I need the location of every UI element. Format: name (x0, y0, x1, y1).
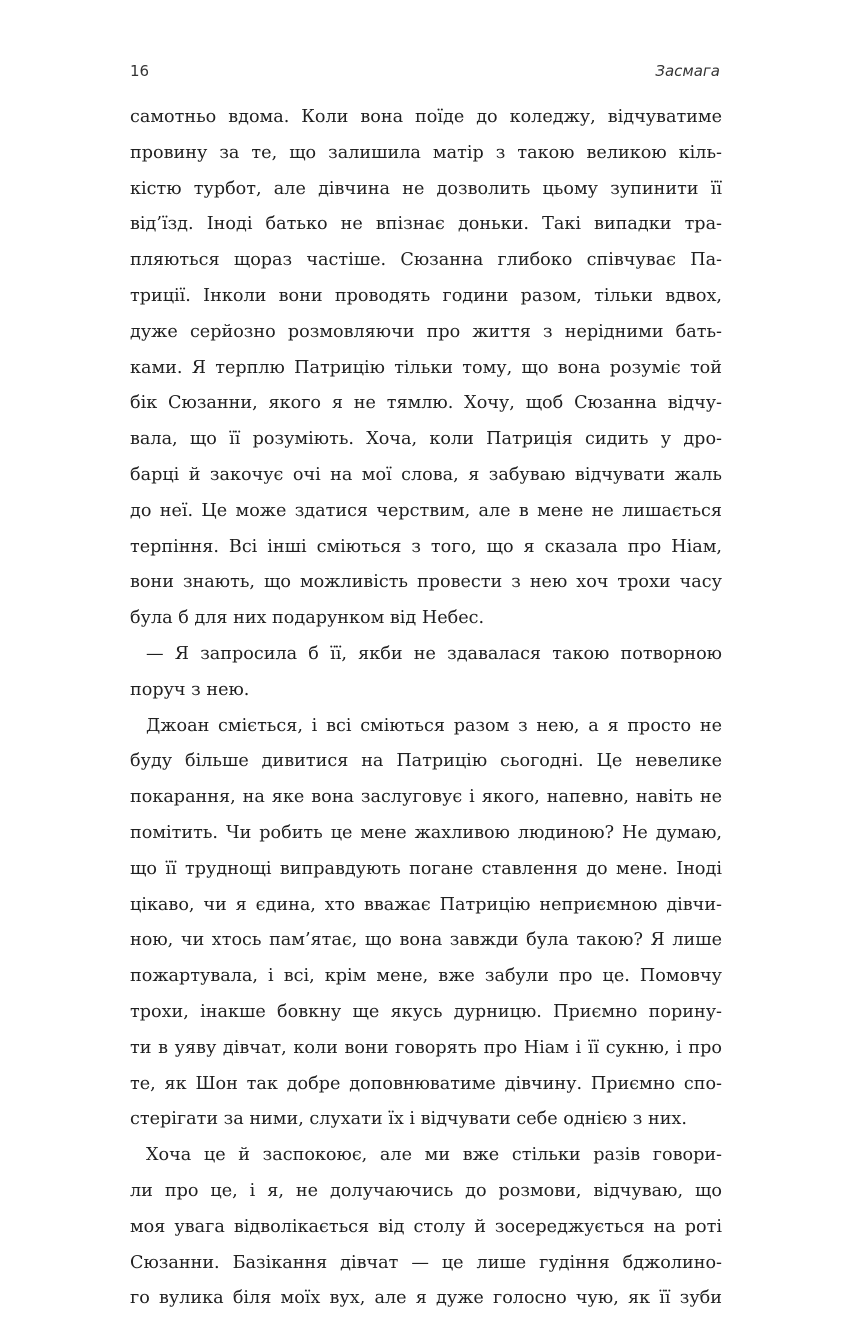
page-header (130, 60, 720, 86)
text-line: вони знають, що можливість провести з нею хоч трохи часу (130, 572, 722, 593)
text-line: цікаво, чи я єдина, хто вважає Патрицію неприємною дівчи- (130, 894, 722, 915)
text-line: покарання, на яке вона заслуговує і якого, напевно, навіть не (130, 787, 722, 808)
text-line: до неї. Це може здатися черствим, але в мене не лишається (130, 500, 722, 521)
text-line: Хоча це й заспокоює, але ми вже стільки разів говори- (146, 1145, 722, 1166)
text-line: ли про це, і я, не долучаючись до розмови, відчуваю, що (130, 1180, 722, 1201)
text-line: бік Сюзанни, якого я не тямлю. Хочу, щоб Сюзанна відчу- (130, 393, 722, 414)
text-line: ною, чи хтось пам’ятає, що вона завжди була такою? Я лише (130, 930, 722, 951)
text-line: провину за те, що залишила матір з такою великою кіль- (130, 142, 722, 163)
text-line: моя увага відволікається від столу й зосереджується на роті (130, 1216, 722, 1237)
text-line: — Я запросила б її, якби не здавалася такою потворною (146, 643, 722, 664)
text-line: пляються щораз частіше. Сюзанна глибоко співчуває Па- (130, 250, 722, 271)
page-number: 16 (130, 62, 150, 80)
text-line: го вулика біля моїх вух, але я дуже голосно чую, як її зуби (130, 1288, 722, 1309)
text-line: пожартувала, і всі, крім мене, вже забули про це. Помовчу (130, 966, 722, 987)
text-line: стерігати за ними, слухати їх і відчувати себе однією з них. (130, 1109, 687, 1130)
text-line: триції. Інколи вони проводять години разом, тільки вдвох, (130, 285, 722, 306)
text-line: помітить. Чи робить це мене жахливою людиною? Не думаю, (130, 822, 722, 843)
text-line: ками. Я терплю Патрицію тільки тому, що вона розуміє той (130, 357, 722, 378)
text-line: поруч з нею. (130, 679, 250, 700)
text-line: терпіння. Всі інші сміються з того, що я сказала про Ніам, (130, 536, 722, 557)
text-line: барці й закочує очі на мої слова, я забуваю відчувати жаль (130, 464, 722, 485)
text-line: від’їзд. Іноді батько не впізнає доньки. Такі випадки тра- (130, 214, 722, 235)
body-text (130, 100, 722, 1317)
text-line: те, як Шон так добре доповнюватиме дівчину. Приємно спо- (130, 1073, 722, 1094)
text-line: Джоан сміється, і всі сміються разом з нею, а я просто не (146, 715, 722, 736)
text-line: трохи, інакше бовкну ще якусь дурницю. Приємно порину- (130, 1001, 722, 1022)
text-line: ти в уяву дівчат, коли вони говорять про Ніам і її сукню, і про (130, 1037, 722, 1058)
running-title: Засмага (655, 62, 720, 80)
text-line: самотньо вдома. Коли вона поїде до коледжу, відчуватиме (130, 107, 722, 127)
text-line: вала, що її розуміють. Хоча, коли Патриція сидить у дро- (130, 429, 722, 450)
text-line: що її труднощі виправдують погане ставлення до мене. Іноді (130, 858, 722, 879)
text-line: кістю турбот, але дівчина не дозволить цьому зупинити її (130, 178, 722, 199)
text-line: буду більше дивитися на Патрицію сьогодні. Це невелике (130, 751, 722, 772)
text-line: дуже серйозно розмовляючи про життя з нерідними бать- (130, 321, 722, 342)
text-line: була б для них подарунком від Небес. (130, 608, 485, 629)
text-line: Сюзанни. Базікання дівчат — це лише гудіння бджолино- (130, 1252, 722, 1273)
